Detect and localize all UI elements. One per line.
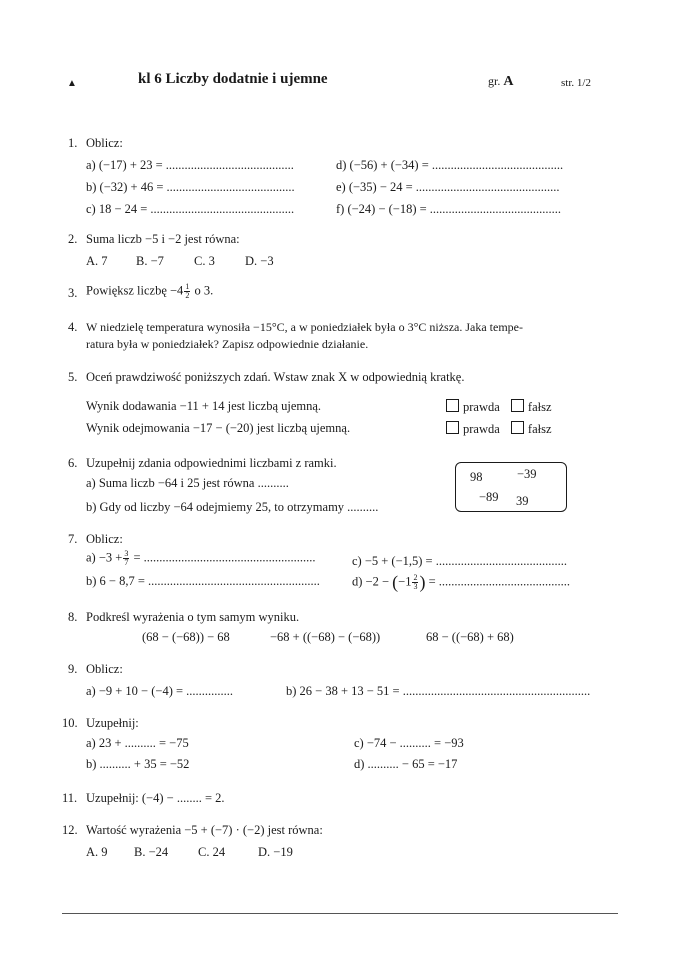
q10-d: d) .......... − 65 = −17 xyxy=(354,757,458,771)
q12-option-d: D. −19 xyxy=(258,845,293,859)
q6-number: 6. xyxy=(68,456,78,470)
q10-text: Uzupełnij: xyxy=(86,716,139,730)
q5-row1-options: prawda fałsz xyxy=(446,399,552,415)
q1-e: e) (−35) − 24 = .............................................. xyxy=(336,180,560,194)
q1-c: c) 18 − 24 = .............................................. xyxy=(86,202,295,216)
q9-a: a) −9 + 10 − (−4) = ............... xyxy=(86,684,234,698)
q8-expression-3: 68 − ((−68) + 68) xyxy=(426,630,514,644)
q5-s1-false-checkbox[interactable] xyxy=(511,399,524,412)
q2-number: 2. xyxy=(68,232,78,246)
q1-text: Oblicz: xyxy=(86,136,123,150)
box-number: −89 xyxy=(479,490,499,504)
q7-d: d) −2 − (−1 $\frac{2}{3}$ ) = .......................................... xyxy=(352,572,571,592)
q1-number: 1. xyxy=(68,136,78,150)
q7-b: b) 6 − 8,7 = ....................................................... xyxy=(86,574,320,588)
q2-option-c: C. 3 xyxy=(194,254,215,268)
q1-a: a) (−17) + 23 = ......................................... xyxy=(86,158,294,172)
q5-text: Oceń prawdziwość poniższych zdań. Wstaw znak X w odpowiednią kratkę. xyxy=(86,370,465,384)
box-number: 98 xyxy=(470,470,483,484)
q5-statement-2: Wynik odejmowania −17 − (−20) jest liczbą ujemną. xyxy=(86,421,351,435)
box-number: 39 xyxy=(516,494,529,508)
q9-b: b) 26 − 38 + 13 − 51 = ............................................................ xyxy=(286,684,591,698)
triangle-icon: ▲ xyxy=(67,78,77,89)
q8-number: 8. xyxy=(68,610,78,624)
q11-text: Uzupełnij: (−4) − ........ = 2. xyxy=(86,791,225,805)
q7-a-fraction: $\frac{3}{7}$ xyxy=(124,549,129,567)
q10-c: c) −74 − .......... = −93 xyxy=(354,736,464,750)
q5-s2-false-checkbox[interactable] xyxy=(511,421,524,434)
q6-a: a) Suma liczb −64 i 25 jest równa .......... xyxy=(86,476,289,490)
q9-number: 9. xyxy=(68,662,78,676)
q5-number: 5. xyxy=(68,370,78,384)
q8-text: Podkreśl wyrażenia o tym samym wyniku. xyxy=(86,610,300,624)
page-title: kl 6 Liczby dodatnie i ujemne xyxy=(138,71,328,87)
q8-expression-1: (68 − (−68)) − 68 xyxy=(142,630,230,644)
page-number: str. 1/2 xyxy=(561,77,591,89)
q7-d-fraction: $\frac{2}{3}$ xyxy=(413,573,418,591)
q4-number: 4. xyxy=(68,320,78,334)
q1-b: b) (−32) + 46 = ......................................... xyxy=(86,180,295,194)
q12-option-c: C. 24 xyxy=(198,845,226,859)
group-label: gr. A xyxy=(488,74,514,89)
q5-statement-1: Wynik dodawania −11 + 14 jest liczbą ujemną. xyxy=(86,399,322,413)
q6-text: Uzupełnij zdania odpowiednimi liczbami z ramki. xyxy=(86,456,337,470)
group-value: A xyxy=(503,74,514,89)
q12-option-b: B. −24 xyxy=(134,845,169,859)
q7-a: a) −3 + $\frac{3}{7}$ = ....................................................... xyxy=(86,549,316,567)
q12-number: 12. xyxy=(62,823,78,837)
q5-s1-true-checkbox[interactable] xyxy=(446,399,459,412)
q8-expression-2: −68 + ((−68) − (−68)) xyxy=(270,630,381,644)
q7-number: 7. xyxy=(68,532,78,546)
q10-number: 10. xyxy=(62,716,78,730)
q4-line1: W niedzielę temperatura wynosiła −15°C, a w poniedziałek była o 3°C niższa. Jaka tempe- xyxy=(86,320,523,334)
q5-row2-options: prawda fałsz xyxy=(446,421,552,437)
q5-s2-true-checkbox[interactable] xyxy=(446,421,459,434)
q10-a: a) 23 + .......... = −75 xyxy=(86,736,189,750)
q1-d: d) (−56) + (−34) = .......................................... xyxy=(336,158,564,172)
q3-text: Powiększ liczbę −4 $\frac{1}{2}$ o 3. xyxy=(86,282,214,300)
q10-b: b) .......... + 35 = −52 xyxy=(86,757,190,771)
box-number: −39 xyxy=(517,467,537,481)
q9-text: Oblicz: xyxy=(86,662,123,676)
q7-text: Oblicz: xyxy=(86,532,123,546)
q7-c: c) −5 + (−1,5) = .......................................... xyxy=(352,554,567,568)
q11-number: 11. xyxy=(62,791,78,805)
q6-b: b) Gdy od liczby −64 odejmiemy 25, to otrzymamy .......... xyxy=(86,500,379,514)
footer-rule xyxy=(62,913,618,914)
q3-number: 3. xyxy=(68,286,78,300)
q2-option-b: B. −7 xyxy=(136,254,164,268)
q1-f: f) (−24) − (−18) = .......................................... xyxy=(336,202,562,216)
q12-option-a: A. 9 xyxy=(86,845,108,859)
q2-option-a: A. 7 xyxy=(86,254,108,268)
q2-option-d: D. −3 xyxy=(245,254,274,268)
q4-line2: ratura była w poniedziałek? Zapisz odpowiednie działanie. xyxy=(86,337,369,351)
q2-text: Suma liczb −5 i −2 jest równa: xyxy=(86,232,240,246)
q12-text: Wartość wyrażenia −5 + (−7) · (−2) jest równa: xyxy=(86,823,323,837)
q3-fraction: $\frac{1}{2}$ xyxy=(185,282,190,300)
